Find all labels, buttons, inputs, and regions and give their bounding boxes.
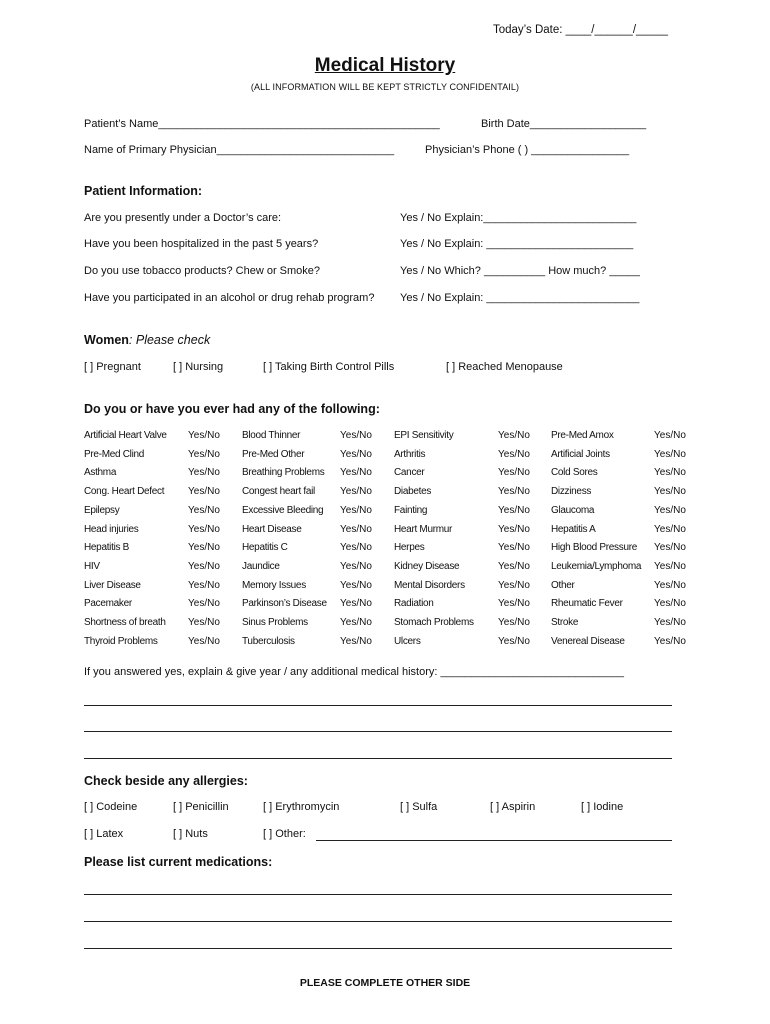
condition-yes-no[interactable]: Yes/No bbox=[498, 636, 530, 647]
women-option-birth-control[interactable]: [ ] Taking Birth Control Pills bbox=[263, 361, 395, 373]
condition-yes-no[interactable]: Yes/No bbox=[498, 598, 530, 609]
explain-line-1[interactable] bbox=[84, 705, 672, 706]
condition-yes-no[interactable]: Yes/No bbox=[340, 430, 372, 441]
condition-yes-no[interactable]: Yes/No bbox=[498, 524, 530, 535]
allergy-penicillin[interactable]: [ ] Penicillin bbox=[173, 801, 229, 813]
question-rehab: Have you participated in an alcohol or drug rehab program? bbox=[84, 292, 375, 304]
condition-yes-no[interactable]: Yes/No bbox=[188, 524, 220, 535]
condition-yes-no[interactable]: Yes/No bbox=[188, 505, 220, 516]
condition-yes-no[interactable]: Yes/No bbox=[654, 580, 686, 591]
explain-line-3[interactable] bbox=[84, 758, 672, 759]
medications-heading: Please list current medications: bbox=[84, 855, 273, 869]
condition-yes-no[interactable]: Yes/No bbox=[340, 542, 372, 553]
condition-yes-no[interactable]: Yes/No bbox=[188, 598, 220, 609]
allergy-erythromycin[interactable]: [ ] Erythromycin bbox=[263, 801, 340, 813]
birth-date-field[interactable]: Birth Date___________________ bbox=[481, 118, 647, 130]
condition-label: Stomach Problems bbox=[394, 617, 474, 628]
condition-yes-no[interactable]: Yes/No bbox=[340, 561, 372, 572]
condition-label: Mental Disorders bbox=[394, 580, 465, 591]
women-instruction: : Please check bbox=[128, 333, 211, 347]
condition-yes-no[interactable]: Yes/No bbox=[188, 467, 220, 478]
condition-label: Rheumatic Fever bbox=[551, 598, 623, 609]
condition-label: Asthma bbox=[84, 467, 117, 478]
medications-line-1[interactable] bbox=[84, 894, 672, 895]
condition-label: Cong. Heart Defect bbox=[84, 486, 165, 497]
women-option-pregnant[interactable]: [ ] Pregnant bbox=[84, 361, 141, 373]
condition-yes-no[interactable]: Yes/No bbox=[340, 636, 372, 647]
condition-label: High Blood Pressure bbox=[551, 542, 638, 553]
condition-label: Other bbox=[551, 580, 575, 591]
condition-yes-no[interactable]: Yes/No bbox=[340, 524, 372, 535]
physician-phone-field[interactable]: Physician’s Phone ( ) ________________ bbox=[425, 144, 630, 156]
allergy-latex[interactable]: [ ] Latex bbox=[84, 828, 124, 840]
condition-label: Thyroid Problems bbox=[84, 636, 158, 647]
condition-label: Kidney Disease bbox=[394, 561, 460, 572]
condition-label: Glaucoma bbox=[551, 505, 595, 516]
todays-date-field[interactable]: Today’s Date: ____/______/_____ bbox=[493, 24, 668, 36]
condition-yes-no[interactable]: Yes/No bbox=[654, 561, 686, 572]
answer-hospitalized[interactable]: Yes / No Explain: ________________________ bbox=[400, 238, 634, 250]
condition-yes-no[interactable]: Yes/No bbox=[498, 580, 530, 591]
condition-label: Herpes bbox=[394, 542, 425, 553]
allergy-codeine[interactable]: [ ] Codeine bbox=[84, 801, 138, 813]
answer-tobacco[interactable]: Yes / No Which? __________ How much? _____ bbox=[400, 265, 640, 277]
question-tobacco: Do you use tobacco products? Chew or Smoke? bbox=[84, 265, 321, 277]
footer-note: PLEASE COMPLETE OTHER SIDE bbox=[299, 977, 471, 989]
condition-label: Pre-Med Clind bbox=[84, 449, 145, 460]
condition-label: Excessive Bleeding bbox=[242, 505, 324, 516]
allergy-sulfa[interactable]: [ ] Sulfa bbox=[400, 801, 438, 813]
condition-label: Blood Thinner bbox=[242, 430, 301, 441]
condition-label: Artificial Joints bbox=[551, 449, 610, 460]
condition-label: Stroke bbox=[551, 617, 579, 628]
explain-prompt[interactable]: If you answered yes, explain & give year / any additional medical history: ______________________________ bbox=[84, 666, 624, 678]
condition-label: Parkinson’s Disease bbox=[242, 598, 327, 609]
condition-yes-no[interactable]: Yes/No bbox=[654, 636, 686, 647]
condition-yes-no[interactable]: Yes/No bbox=[654, 542, 686, 553]
condition-label: Sinus Problems bbox=[242, 617, 308, 628]
condition-label: Cold Sores bbox=[551, 467, 598, 478]
condition-yes-no[interactable]: Yes/No bbox=[498, 430, 530, 441]
answer-doctor-care[interactable]: Yes / No Explain:_________________________ bbox=[400, 212, 637, 224]
conditions-heading: Do you or have you ever had any of the following: bbox=[84, 402, 380, 416]
condition-label: Heart Murmur bbox=[394, 524, 453, 535]
condition-yes-no[interactable]: Yes/No bbox=[340, 486, 372, 497]
medications-line-3[interactable] bbox=[84, 948, 672, 949]
condition-yes-no[interactable]: Yes/No bbox=[188, 617, 220, 628]
condition-label: Pre-Med Other bbox=[242, 449, 305, 460]
condition-label: Head injuries bbox=[84, 524, 139, 535]
condition-label: Hepatitis B bbox=[84, 542, 130, 553]
medications-line-2[interactable] bbox=[84, 921, 672, 922]
question-hospitalized: Have you been hospitalized in the past 5 years? bbox=[84, 238, 319, 250]
condition-label: EPI Sensitivity bbox=[394, 430, 454, 441]
condition-yes-no[interactable]: Yes/No bbox=[498, 467, 530, 478]
condition-label: Leukemia/Lymphoma bbox=[551, 561, 642, 572]
condition-yes-no[interactable]: Yes/No bbox=[340, 467, 372, 478]
condition-label: Liver Disease bbox=[84, 580, 141, 591]
condition-yes-no[interactable]: Yes/No bbox=[498, 561, 530, 572]
answer-rehab[interactable]: Yes / No Explain: _________________________ bbox=[400, 292, 640, 304]
confidentiality-note: (ALL INFORMATION WILL BE KEPT STRICTLY CONFIDENTAIL) bbox=[250, 82, 520, 92]
condition-yes-no[interactable]: Yes/No bbox=[654, 524, 686, 535]
condition-label: Pacemaker bbox=[84, 598, 132, 609]
condition-yes-no[interactable]: Yes/No bbox=[498, 505, 530, 516]
condition-label: Pre-Med Amox bbox=[551, 430, 614, 441]
patient-info-heading: Patient Information: bbox=[84, 184, 203, 198]
condition-yes-no[interactable]: Yes/No bbox=[654, 617, 686, 628]
condition-yes-no[interactable]: Yes/No bbox=[654, 486, 686, 497]
condition-yes-no[interactable]: Yes/No bbox=[188, 430, 220, 441]
condition-yes-no[interactable]: Yes/No bbox=[654, 598, 686, 609]
question-doctor-care: Are you presently under a Doctor’s care: bbox=[84, 212, 282, 224]
condition-label: Venereal Disease bbox=[551, 636, 625, 647]
condition-label: Epilepsy bbox=[84, 505, 120, 516]
condition-yes-no[interactable]: Yes/No bbox=[340, 580, 372, 591]
condition-yes-no[interactable]: Yes/No bbox=[340, 505, 372, 516]
condition-label: Tuberculosis bbox=[242, 636, 295, 647]
condition-label: Fainting bbox=[394, 505, 428, 516]
condition-label: Congest heart fail bbox=[242, 486, 315, 497]
condition-label: Memory Issues bbox=[242, 580, 306, 591]
women-option-menopause[interactable]: [ ] Reached Menopause bbox=[446, 361, 563, 373]
condition-yes-no[interactable]: Yes/No bbox=[340, 598, 372, 609]
condition-label: Cancer bbox=[394, 467, 425, 478]
condition-label: Hepatitis A bbox=[551, 524, 596, 535]
patient-name-field[interactable]: Patient’s Name______________________________________________ bbox=[84, 118, 440, 130]
condition-yes-no[interactable]: Yes/No bbox=[498, 542, 530, 553]
allergies-heading: Check beside any allergies: bbox=[84, 774, 248, 788]
allergy-aspirin[interactable]: [ ] Aspirin bbox=[490, 801, 536, 813]
condition-yes-no[interactable]: Yes/No bbox=[188, 449, 220, 460]
condition-label: Heart Disease bbox=[242, 524, 302, 535]
condition-label: Diabetes bbox=[394, 486, 432, 497]
condition-yes-no[interactable]: Yes/No bbox=[188, 561, 220, 572]
condition-label: Hepatitis C bbox=[242, 542, 288, 553]
condition-yes-no[interactable]: Yes/No bbox=[188, 542, 220, 553]
condition-label: Dizziness bbox=[551, 486, 592, 497]
condition-label: Breathing Problems bbox=[242, 467, 325, 478]
allergy-iodine[interactable]: [ ] Iodine bbox=[581, 801, 624, 813]
condition-yes-no[interactable]: Yes/No bbox=[498, 617, 530, 628]
condition-yes-no[interactable]: Yes/No bbox=[654, 430, 686, 441]
condition-label: Radiation bbox=[394, 598, 434, 609]
condition-yes-no[interactable]: Yes/No bbox=[188, 580, 220, 591]
allergy-other[interactable]: [ ] Other: bbox=[263, 828, 306, 840]
condition-yes-no[interactable]: Yes/No bbox=[654, 505, 686, 516]
condition-yes-no[interactable]: Yes/No bbox=[498, 486, 530, 497]
condition-label: HIV bbox=[84, 561, 100, 572]
condition-yes-no[interactable]: Yes/No bbox=[498, 449, 530, 460]
condition-label: Arthritis bbox=[394, 449, 426, 460]
women-label: Women bbox=[84, 333, 129, 347]
condition-label: Shortness of breath bbox=[84, 617, 166, 628]
women-option-nursing[interactable]: [ ] Nursing bbox=[173, 361, 224, 373]
condition-yes-no[interactable]: Yes/No bbox=[340, 449, 372, 460]
women-heading bbox=[84, 333, 210, 347]
condition-label: Artificial Heart Valve bbox=[84, 430, 167, 441]
allergy-nuts[interactable]: [ ] Nuts bbox=[173, 828, 208, 840]
condition-yes-no[interactable]: Yes/No bbox=[340, 617, 372, 628]
explain-line-2[interactable] bbox=[84, 731, 672, 732]
condition-label: Ulcers bbox=[394, 636, 421, 647]
condition-yes-no[interactable]: Yes/No bbox=[654, 449, 686, 460]
condition-yes-no[interactable]: Yes/No bbox=[188, 486, 220, 497]
condition-yes-no[interactable]: Yes/No bbox=[654, 467, 686, 478]
page-title: Medical History bbox=[314, 55, 456, 76]
condition-label: Jaundice bbox=[242, 561, 280, 572]
condition-yes-no[interactable]: Yes/No bbox=[188, 636, 220, 647]
allergy-other-line[interactable] bbox=[316, 840, 672, 841]
physician-name-field[interactable]: Name of Primary Physician_____________________________ bbox=[84, 144, 395, 156]
